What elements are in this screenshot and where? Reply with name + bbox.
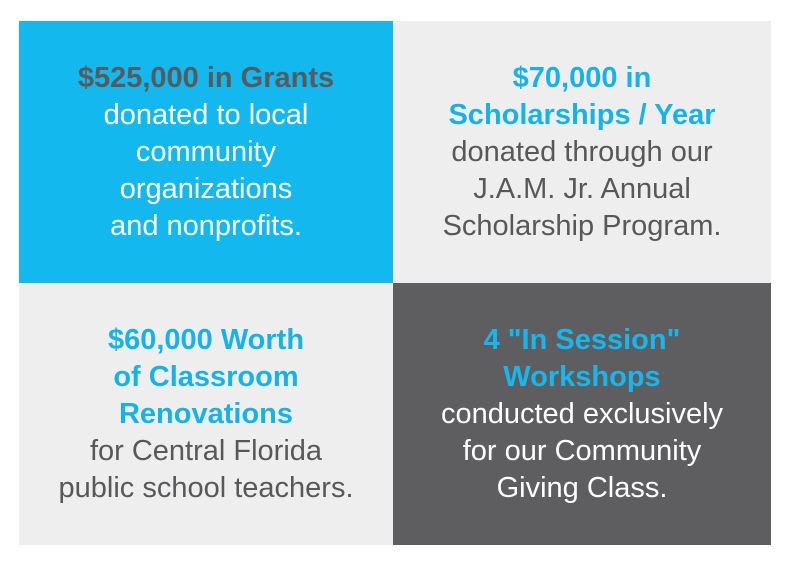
grants-body-line: and nonprofits. <box>110 209 302 242</box>
scholarships-headline: $70,000 in <box>512 61 652 94</box>
renovations-headline: $60,000 Worth <box>107 323 305 356</box>
grants-body-line: organizations <box>119 172 293 205</box>
renovations-tile <box>19 283 393 545</box>
scholarships-body-line: Scholarship Program. <box>442 209 722 242</box>
workshops-body-line: for our Community <box>462 434 702 467</box>
scholarships-body-line: donated through our <box>451 135 713 168</box>
scholarships-headline: Scholarships / Year <box>448 98 716 131</box>
renovations-headline: Renovations <box>118 397 294 430</box>
scholarships-tile <box>393 21 771 283</box>
workshops-headline: 4 "In Session" <box>483 323 681 356</box>
renovations-headline: of Classroom <box>113 360 299 393</box>
workshops-body-line: Giving Class. <box>496 471 668 504</box>
scholarships-body-line: J.A.M. Jr. Annual <box>473 172 691 205</box>
workshops-body-line: conducted exclusively <box>440 397 724 430</box>
workshops-tile <box>393 283 771 545</box>
grants-body-line: community <box>135 135 277 168</box>
renovations-body-line: public school teachers. <box>58 471 354 504</box>
grants-headline: $525,000 in Grants <box>77 61 335 94</box>
stats-grid <box>19 21 771 545</box>
grants-body-line: donated to local <box>103 98 309 131</box>
renovations-body-line: for Central Florida <box>89 434 323 467</box>
grants-tile <box>19 21 393 283</box>
workshops-headline: Workshops <box>503 360 661 393</box>
